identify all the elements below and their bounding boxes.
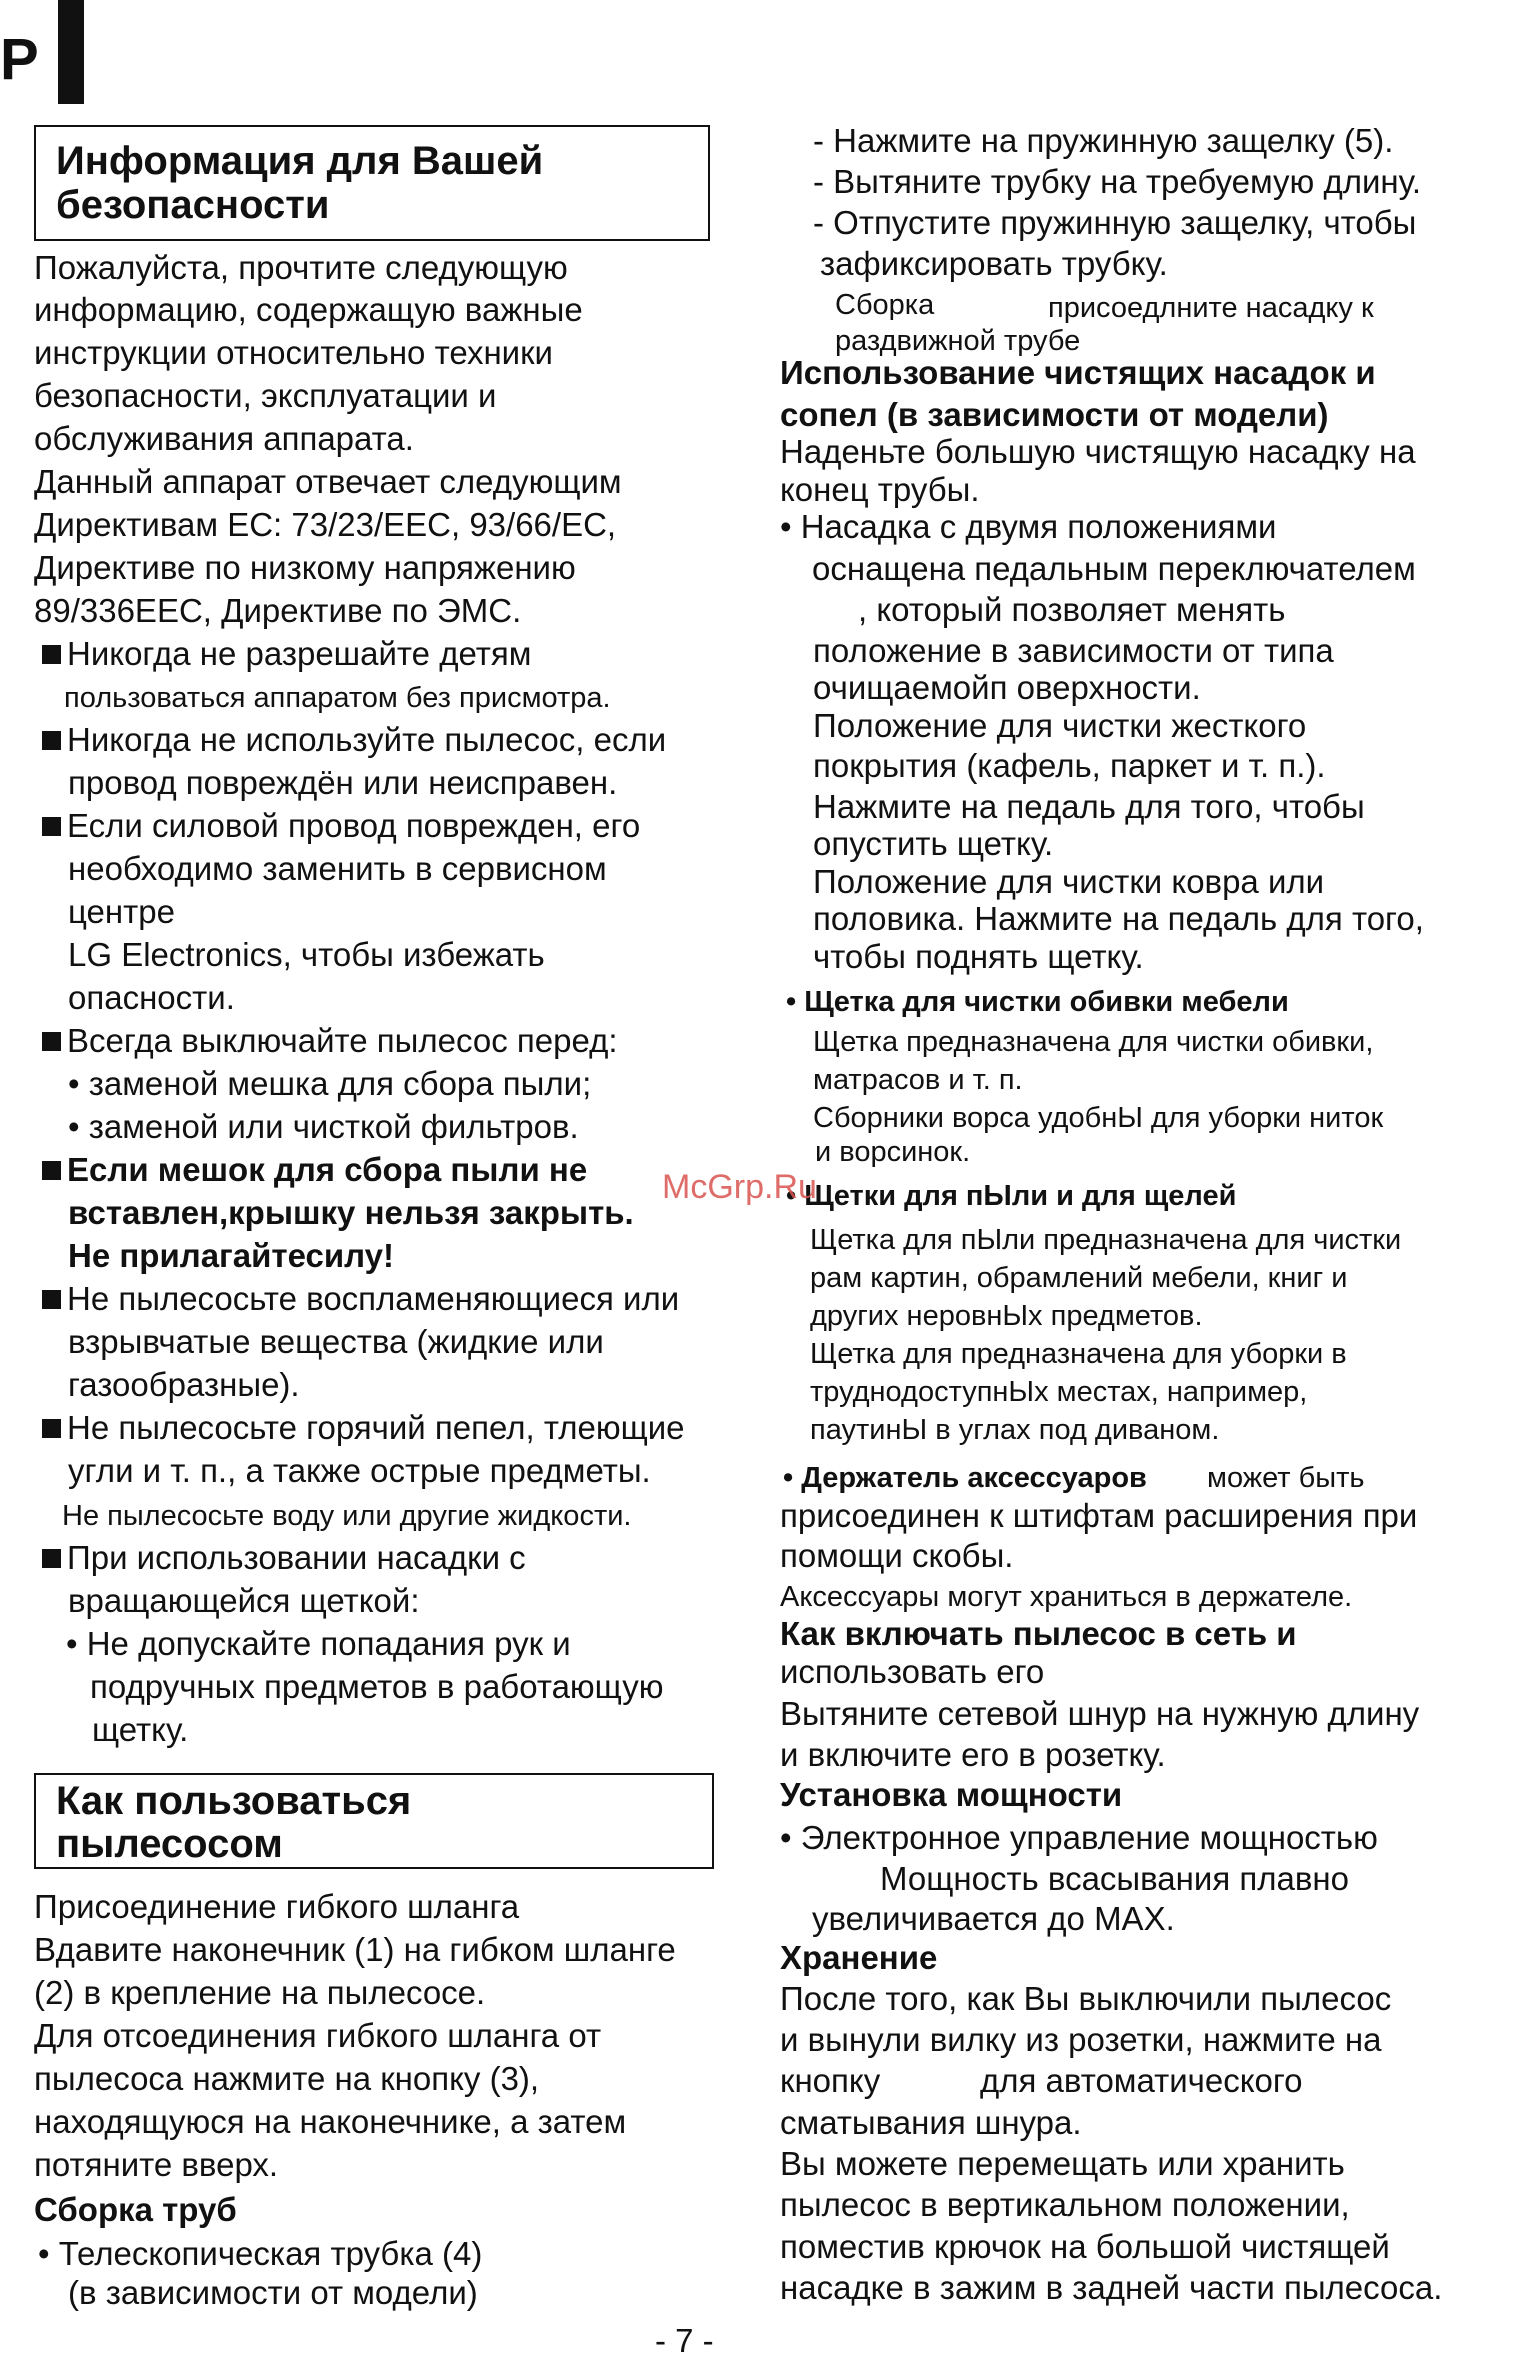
usage-title-line: Как пользоваться [56,1779,412,1823]
subheading: Установка мощности [780,1776,1123,1813]
rule-line: • Не допускайте попадания рук и [66,1625,571,1662]
rule-line: пользоваться аппаратом без присмотра. [64,682,611,714]
square-bullet-icon [42,817,61,836]
text-line: пылесос в вертикальном положении, [780,2186,1350,2223]
usage-heading-box [34,1773,714,1869]
text-line: других неровнЫх предметов. [810,1300,1203,1332]
usage-title-line: пылесосом [56,1822,283,1866]
subheading: • Щетки для пЫли и для щелей [786,1180,1237,1212]
text-line: помощи скобы. [780,1537,1014,1574]
text-line: После того, как Вы выключили пылесос [780,1980,1392,2017]
rule-line: газообразные). [68,1366,300,1403]
text-line: присоединен к штифтам расширения при [780,1497,1418,1534]
text-line: использовать его [780,1653,1045,1690]
rule-line: центре [68,893,175,930]
text-line: кнопку [780,2062,881,2099]
text-line: сматывания шнура. [780,2104,1082,2141]
subheading: сопел (в зависимости от модели) [780,396,1329,433]
text-line: Данный аппарат отвечает следующим [34,463,622,500]
rule-line: Если силовой провод поврежден, его [42,806,640,846]
square-bullet-icon [42,1419,61,1438]
rule-line: Не пылесосьте воспламеняющиеся или [42,1279,679,1319]
rule-line-bold: Не прилагайтесилу! [68,1237,395,1274]
text-line: Положение для чистки жесткого [813,707,1307,744]
subheading: Как включать пылесос в сеть и [780,1615,1297,1652]
text-line: находящуюся на наконечнике, а затем [34,2103,627,2140]
text-line: Для отсоединения гибкого шланга от [34,2017,602,2054]
rule-line: Не пылесосьте горячий пепел, тлеющие [42,1408,685,1448]
text-line: чтобы поднять щетку. [813,938,1144,975]
text-line: покрытия (кафель, паркет и т. п.). [813,747,1326,784]
text-line: рам картин, обрамлений мебели, книг и [810,1262,1348,1294]
text-line: для автоматического [980,2062,1303,2099]
page-number: - 7 - [655,2322,714,2359]
text-line: очищаемойп оверхности. [813,669,1201,706]
subheading: • Держатель аксессуаров [783,1462,1147,1494]
text-line: Сборка [835,289,935,321]
rule-line: вращающейся щеткой: [68,1582,420,1619]
text-line: труднодоступнЫх местах, например, [810,1376,1308,1408]
rule-line: взрывчатые вещества (жидкие или [68,1323,604,1360]
subheading: • Щетка для чистки обивки мебели [786,986,1289,1018]
text-line: Аксессуары могут храниться в держателе. [780,1581,1353,1613]
text-line: Щетка для пЫли предназначена для чистки [810,1224,1402,1256]
text-line: паутинЫ в углах под диваном. [810,1414,1220,1446]
text-line: Директиве по низкому напряжению [34,549,576,586]
rule-line: подручных предметов в работающую [90,1668,664,1705]
text-line: и ворсинок. [815,1136,971,1168]
rule-line: LG Electronics, чтобы избежать [68,936,545,973]
rule-line: необходимо заменить в сервисном [68,850,607,887]
language-letter: P [0,27,39,92]
text-line: 89/336ЕЕС, Директиве по ЭМС. [34,592,522,629]
text-line: половика. Нажмите на педаль для того, [813,900,1424,937]
text-line: • Телескопическая трубка (4) [38,2235,483,2272]
watermark: McGrp.Ru [662,1168,817,1206]
text-line: Вы можете перемещать или хранить [780,2145,1345,2182]
rule-line: При использовании насадки с [42,1538,526,1578]
square-bullet-icon [42,1290,61,1309]
rule-line: Никогда не используйте пылесос, если [42,720,666,760]
text-line: Щетка для предназначена для уборки в [810,1338,1347,1370]
text-line: Вытяните сетевой шнур на нужную длину [780,1695,1420,1732]
text-line: - Отпустите пружинную защелку, чтобы [813,204,1417,241]
text-line: (в зависимости от модели) [68,2274,478,2311]
square-bullet-icon [42,645,61,664]
text-line: - Вытяните трубку на требуемую длину. [813,163,1422,200]
text-line: увеличивается до МАХ. [812,1900,1175,1937]
rule-line: • заменой или чисткой фильтров. [68,1108,579,1145]
safety-title-line: Информация для Вашей [56,139,544,183]
rule-line: щетку. [92,1711,189,1748]
safety-title-line: безопасности [56,183,330,227]
rule-line: провод повреждён или неисправен. [68,764,618,801]
text-line: Директивам ЕС: 73/23/ЕЕС, 93/66/ЕС, [34,506,617,543]
rule-line: Всегда выключайте пылесос перед: [42,1021,618,1061]
square-bullet-icon [42,731,61,750]
text-line: и включите его в розетку. [780,1736,1166,1773]
rule-line: опасности. [68,979,235,1016]
text-line: насадке в зажим в задней части пылесоса. [780,2269,1443,2306]
text-line: Наденьте большую чистящую насадку на [780,433,1416,470]
text-line: оснащена педальным переключателем [812,550,1416,587]
text-line: инструкции относительно техники [34,334,553,371]
subheading: Сборка труб [34,2191,237,2228]
text-line: положение в зависимости от типа [813,632,1334,669]
text-line: безопасности, эксплуатации и [34,377,497,414]
language-marker-bar [58,0,84,104]
text-line: Положение для чистки ковра или [813,863,1325,900]
subheading: Использование чистящих насадок и [780,354,1376,391]
square-bullet-icon [42,1161,61,1180]
text-line: конец трубы. [780,471,980,508]
text-line: информацию, содержащую важные [34,291,583,328]
text-line: матрасов и т. п. [813,1064,1023,1096]
text-line: и вынули вилку из розетки, нажмите на [780,2021,1382,2058]
text-line: - Нажмите на пружинную защелку (5). [813,122,1394,159]
text-line: может быть [1207,1462,1365,1494]
text-line: Сборники ворса удобнЫ для уборки ниток [813,1102,1384,1134]
text-line: Мощность всасывания плавно [880,1860,1349,1897]
text-line: (2) в крепление на пылесосе. [34,1974,486,2011]
text-line: пылесоса нажмите на кнопку (3), [34,2060,540,2097]
text-line: обслуживания аппарата. [34,420,414,457]
text-line: Щетка предназначена для чистки обивки, [813,1026,1374,1058]
text-line: потяните вверх. [34,2146,279,2183]
text-line: опустить щетку. [813,825,1054,862]
text-line: поместив крючок на большой чистящей [780,2228,1390,2265]
text-line: раздвижной трубе [835,325,1081,357]
rule-line-bold: Если мешок для сбора пыли не [42,1150,587,1190]
safety-heading-box [34,125,710,241]
text-line: Присоединение гибкого шланга [34,1888,520,1925]
rule-line: • заменой мешка для сбора пыли; [68,1065,592,1102]
text-line: • Насадка с двумя положениями [780,508,1277,545]
subheading: Хранение [780,1939,938,1976]
rule-line: угли и т. п., а также острые предметы. [68,1452,651,1489]
text-line: Вдавите наконечник (1) на гибком шланге [34,1931,676,1968]
text-line: зафиксировать трубку. [820,245,1168,282]
text-line: присоедлните насадку к [1048,292,1374,324]
rule-line: Не пылесосьте воду или другие жидкости. [62,1500,632,1532]
text-line: Нажмите на педаль для того, чтобы [813,788,1365,825]
rule-line: Никогда не разрешайте детям [42,634,531,674]
square-bullet-icon [42,1032,61,1051]
text-line: Пожалуйста, прочтите следующую [34,249,568,286]
square-bullet-icon [42,1549,61,1568]
text-line: • Электронное управление мощностью [780,1819,1378,1856]
text-line: , который позволяет менять [858,591,1286,628]
rule-line-bold: вставлен,крышку нельзя закрыть. [68,1194,634,1231]
